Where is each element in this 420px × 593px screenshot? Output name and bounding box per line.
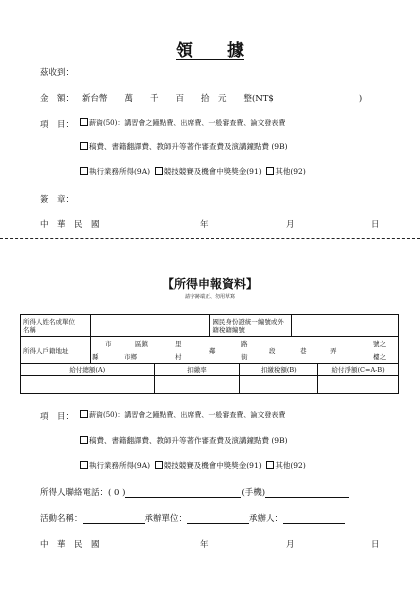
amount-text: 新台幣 萬 千 百 拾 元 整(NT$ ) (82, 94, 363, 104)
withholding-rate-header: 扣繳率 (154, 364, 240, 376)
mobile-field[interactable] (265, 497, 349, 498)
withholding-tax-input[interactable] (240, 376, 318, 394)
net-payment-header: 給付淨額(C=A-B) (318, 364, 399, 376)
amount-label: 金 額： (40, 94, 75, 104)
receipt-item-royalty: 稿費、書籍翻譯費、教師升等著作審查費及演講鐘點費 (9B) (80, 141, 288, 152)
received-from-label: 茲收到： (40, 68, 75, 78)
address-label-cell: 所得人戶籍地址 (21, 337, 91, 364)
income-date-era: 中 華 民 國 (40, 540, 100, 550)
income-section-note: 請字跡端正、勿用草寫 (184, 294, 235, 300)
income-form-table (20, 314, 399, 394)
income-section-title: 【所得申報資料】 (161, 277, 258, 291)
income-item-salary: 薪資(50)：講習會之鐘點費、出席費、一般審查費、論文發表費 (80, 410, 285, 420)
net-payment-input[interactable] (318, 376, 399, 394)
id-label-cell: 國民身份證統一編號或外籍稅籍編號 (210, 315, 292, 337)
address-input-cell[interactable]: 市 縣 區鎮 市鄉 里 村 鄰 路 街 段 巷 弄 號之 樓之 (90, 337, 398, 364)
income-date-year: 年 (200, 540, 209, 550)
royalty-checkbox[interactable] (80, 142, 88, 150)
income-date-day: 日 (371, 540, 380, 550)
gross-payment-input[interactable] (21, 376, 155, 394)
income-business-checkbox[interactable] (80, 461, 88, 469)
phone-label: 所得人聯絡電話：( 0 ) (40, 488, 126, 498)
signature-label: 簽 章： (40, 195, 75, 205)
income-other-checkbox[interactable] (266, 461, 274, 469)
income-prize-checkbox[interactable] (155, 461, 163, 469)
organizer-field[interactable] (187, 523, 249, 524)
phone-field[interactable] (125, 497, 241, 498)
receipt-date-era: 中 華 民 國 (40, 220, 100, 230)
income-item-royalty: 稿費、書籍翻譯費、教師升等著作審查費及演講鐘點費 (9B) (80, 435, 288, 446)
organizer-label: 承辦單位： (144, 514, 188, 524)
prize-checkbox[interactable] (155, 167, 163, 175)
receipt-date-year: 年 (200, 220, 209, 230)
income-date-month: 月 (286, 540, 295, 550)
activity-row (40, 512, 345, 524)
receipt-title: 領 據 (176, 41, 244, 61)
withholding-tax-header: 扣繳稅額(B) (240, 364, 318, 376)
gross-payment-header: 給付總額(A) (21, 364, 155, 376)
income-salary-checkbox[interactable] (80, 410, 88, 418)
income-items-label: 項 目： (40, 412, 75, 422)
cut-line (0, 238, 420, 239)
salary-checkbox[interactable] (80, 118, 88, 126)
business-income-checkbox[interactable] (80, 167, 88, 175)
activity-label: 活動名稱： (40, 514, 83, 524)
phone-row (40, 486, 349, 498)
receipt-date-month: 月 (286, 220, 295, 230)
receipt-item-salary: 薪資(50)：講習會之鐘點費、出席費、一般審查費、論文發表費 (80, 118, 285, 128)
id-input-cell[interactable] (292, 315, 399, 337)
other-income-checkbox[interactable] (266, 167, 274, 175)
handler-label: 承辦人： (249, 514, 284, 524)
receipt-items-label: 項 目： (40, 120, 75, 130)
name-label-cell: 所得人姓名或單位名稱 (21, 315, 91, 337)
receipt-date-day: 日 (371, 220, 380, 230)
withholding-rate-input[interactable] (154, 376, 240, 394)
activity-field[interactable] (83, 523, 145, 524)
receipt-item-others: 執行業務所得(9A) 競技競賽及機會中獎獎金(91) 其他(92) (80, 166, 306, 177)
mobile-label: (手機) (241, 488, 266, 498)
income-royalty-checkbox[interactable] (80, 436, 88, 444)
handler-field[interactable] (283, 523, 345, 524)
name-input-cell[interactable] (90, 315, 209, 337)
income-item-others: 執行業務所得(9A) 競技競賽及機會中獎獎金(91) 其他(92) (80, 460, 306, 471)
